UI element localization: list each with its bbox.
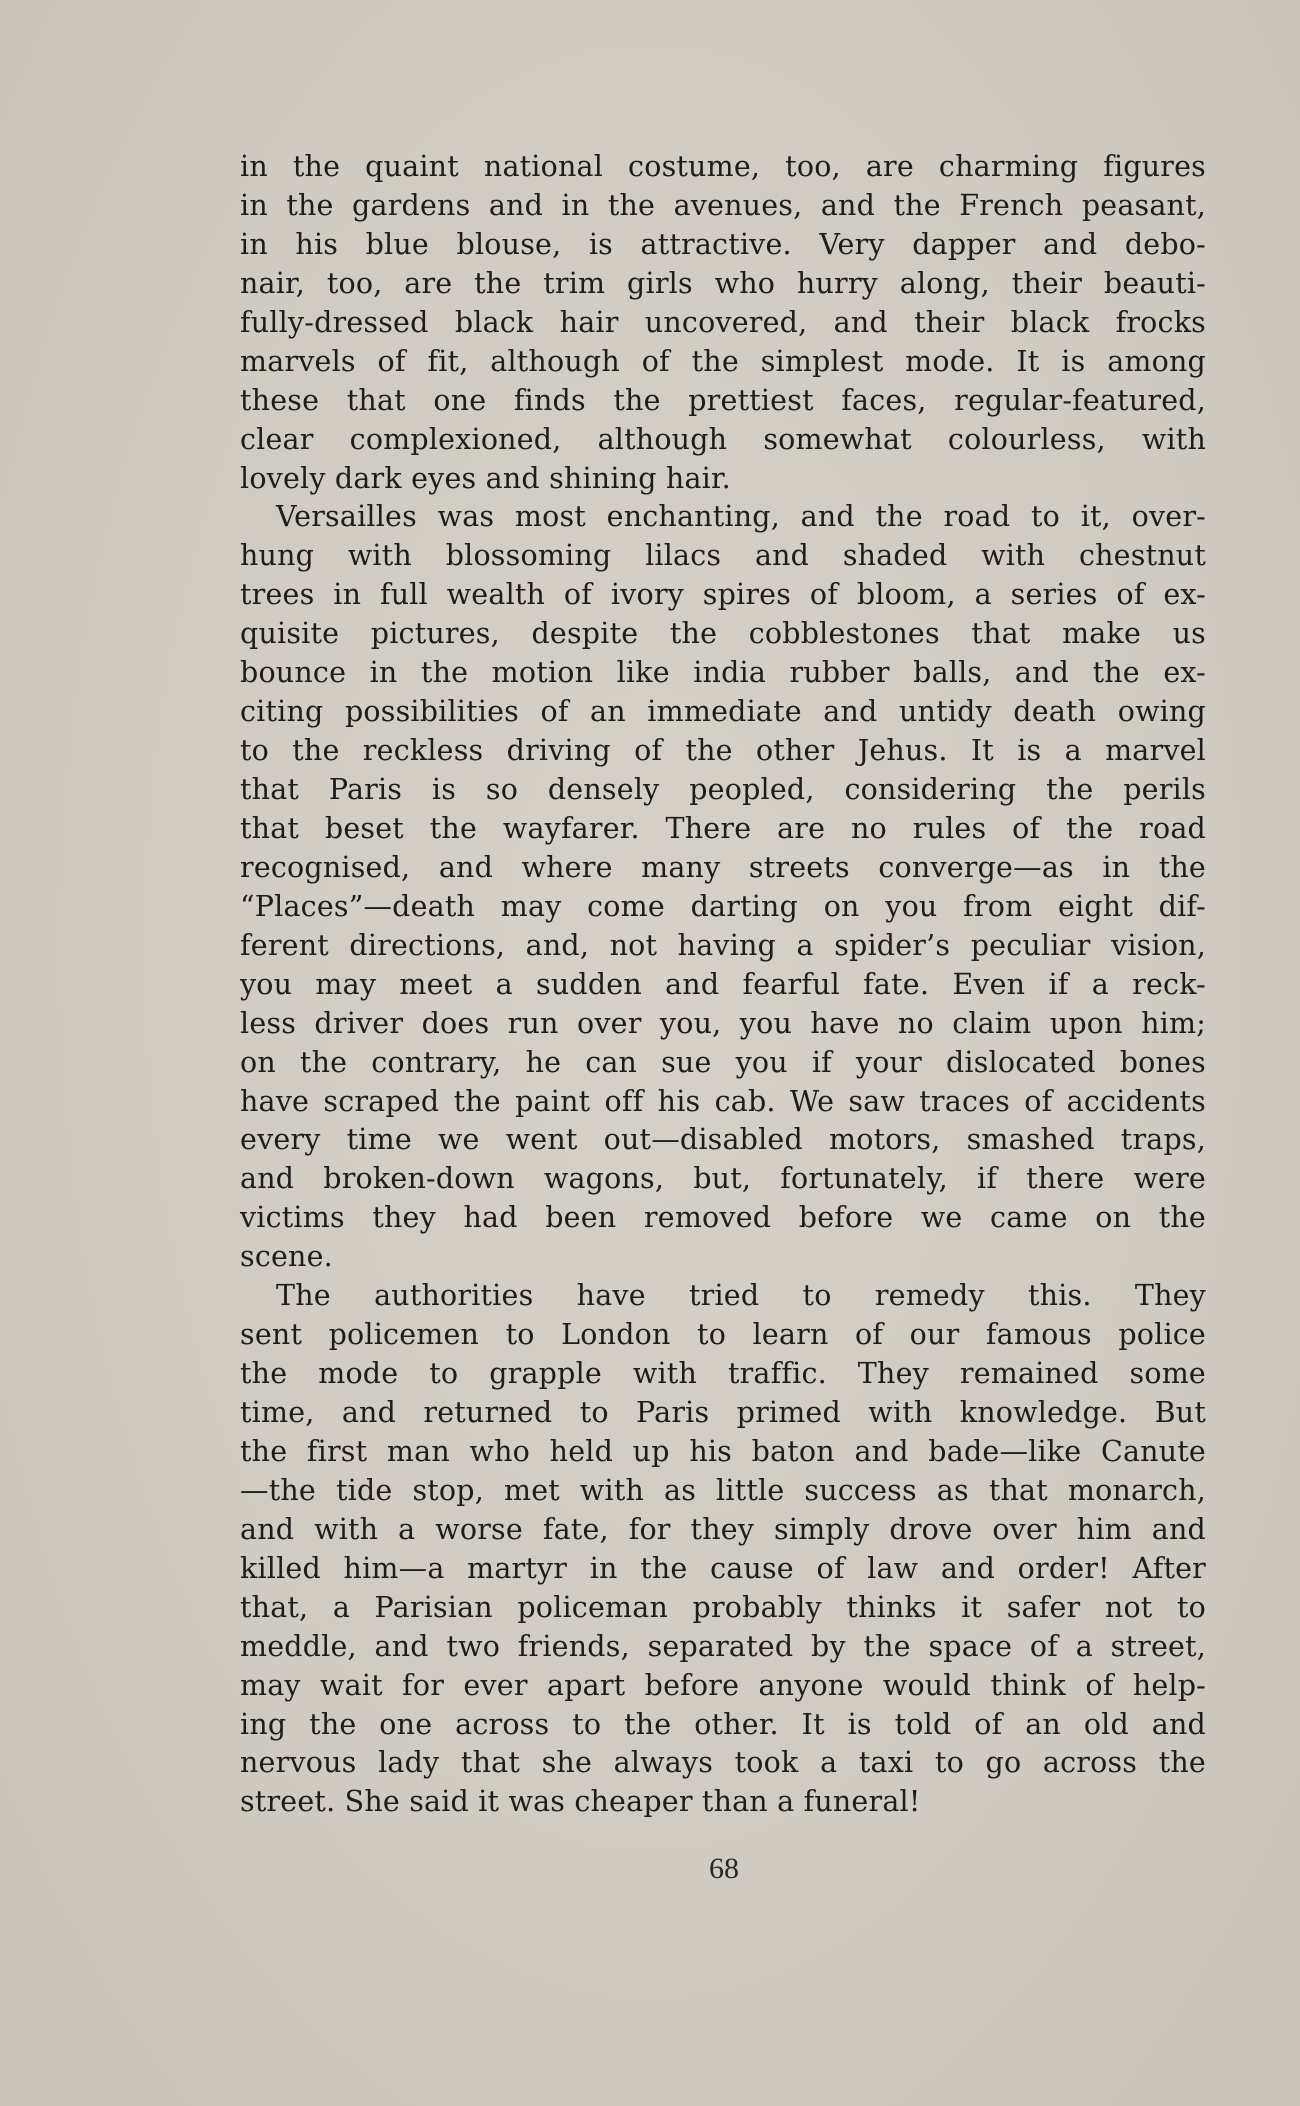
text-line: Versailles was most enchanting, and the road to it, over-	[276, 500, 1206, 534]
text-line: may wait for ever apart before anyone would think of help-	[240, 1668, 1206, 1702]
text-line: the first man who held up his baton and bade—like Canute	[240, 1434, 1206, 1468]
text-line: ferent directions, and, not having a spider’s peculiar vision,	[240, 928, 1206, 962]
text-line: and broken-down wagons, but, fortunately, if there were	[240, 1162, 1206, 1196]
text-line: time, and returned to Paris primed with knowledge. But	[240, 1396, 1206, 1429]
text-line: scene.	[240, 1240, 333, 1274]
text-line: The authorities have tried to remedy this. They	[276, 1279, 1206, 1313]
text-line: in his blue blouse, is attractive. Very dapper and debo-	[240, 227, 1206, 261]
text-line: you may meet a sudden and fearful fate. Even if a reck-	[240, 967, 1206, 1001]
text-line: to the reckless driving of the other Jehus. It is a marvel	[240, 734, 1206, 768]
text-line: less driver does run over you, you have no claim upon him;	[240, 1006, 1206, 1040]
text-line: that beset the wayfarer. There are no rules of the road	[240, 811, 1206, 845]
text-line: have scraped the paint off his cab. We saw traces of accidents	[240, 1084, 1206, 1118]
text-line: lovely dark eyes and shining hair.	[240, 461, 731, 495]
text-line: nair, too, are the trim girls who hurry along, their beauti-	[240, 266, 1206, 300]
text-line: nervous lady that she always took a taxi to go across the	[240, 1746, 1206, 1780]
text-line: these that one finds the prettiest faces, regular-featured,	[240, 383, 1206, 417]
page-number: 68	[709, 1852, 739, 1885]
text-line: clear complexioned, although somewhat colourless, with	[240, 422, 1206, 456]
text-line: quisite pictures, despite the cobblestones that make us	[240, 617, 1206, 651]
text-line: on the contrary, he can sue you if your dislocated bones	[240, 1045, 1206, 1079]
body-text	[240, 148, 1206, 1822]
text-line: ing the one across to the other. It is told of an old and	[240, 1707, 1206, 1741]
text-line: and with a worse fate, for they simply drove over him and	[240, 1512, 1206, 1546]
text-line: that, a Parisian policeman probably thinks it safer not to	[240, 1590, 1206, 1624]
text-line: in the gardens and in the avenues, and the French peasant,	[240, 188, 1206, 222]
text-line: killed him—a martyr in the cause of law and order! After	[240, 1551, 1206, 1585]
text-line: victims they had been removed before we came on the	[240, 1201, 1206, 1235]
text-line: recognised, and where many streets converge—as in the	[240, 850, 1206, 884]
text-line: citing possibilities of an immediate and untidy death owing	[240, 695, 1206, 729]
text-line: street. She said it was cheaper than a funeral!	[240, 1785, 921, 1819]
text-line: in the quaint national costume, too, are charming figures	[240, 150, 1206, 183]
text-line: fully-dressed black hair uncovered, and their black frocks	[240, 305, 1206, 339]
text-line: marvels of fit, although of the simplest mode. It is among	[240, 344, 1206, 378]
text-line: meddle, and two friends, separated by the space of a street,	[240, 1629, 1206, 1663]
text-line: that Paris is so densely peopled, considering the perils	[240, 773, 1206, 806]
text-line: every time we went out—disabled motors, smashed traps,	[240, 1123, 1206, 1157]
text-line: sent policemen to London to learn of our famous police	[240, 1318, 1206, 1352]
text-line: trees in full wealth of ivory spires of bloom, a series of ex-	[240, 578, 1206, 612]
text-line: —the tide stop, met with as little success as that monarch,	[240, 1473, 1206, 1507]
text-line: “Places”—death may come darting on you from eight dif-	[240, 889, 1206, 923]
text-line: the mode to grapple with traffic. They remained some	[240, 1357, 1206, 1391]
text-line: hung with blossoming lilacs and shaded with chestnut	[240, 539, 1206, 573]
text-line: bounce in the motion like india rubber balls, and the ex-	[240, 656, 1206, 690]
